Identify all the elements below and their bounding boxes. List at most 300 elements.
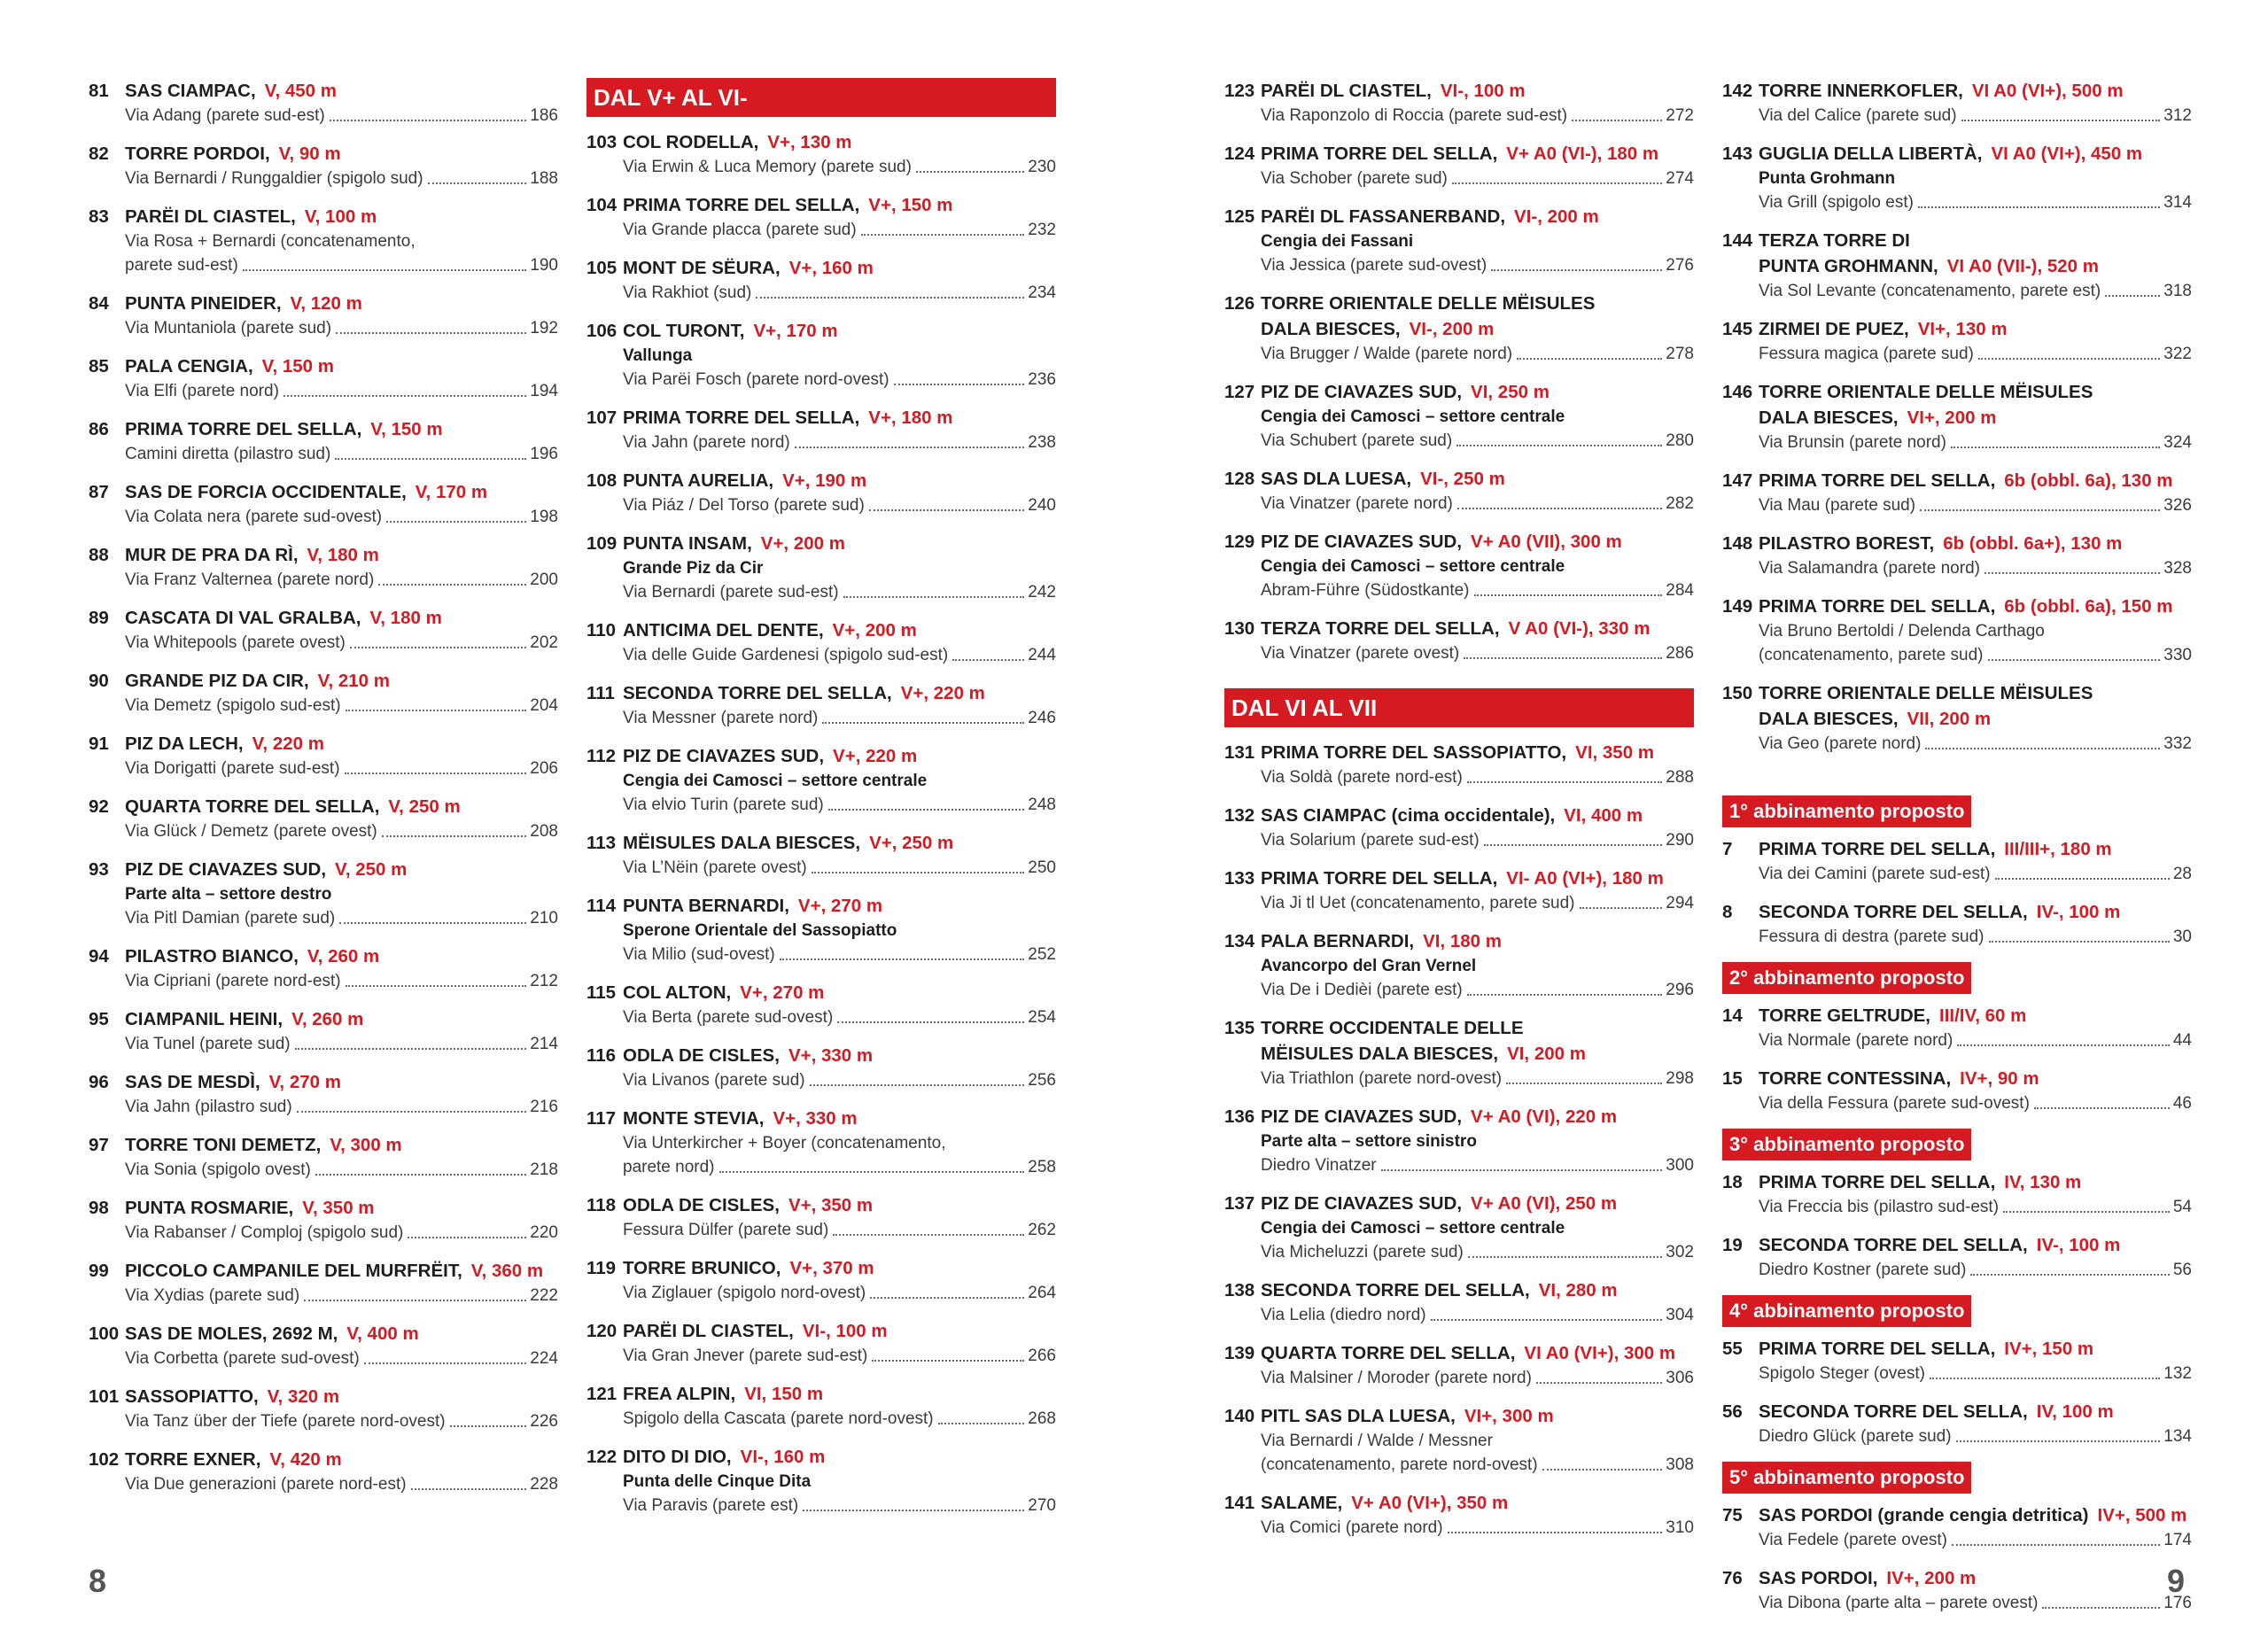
entry-title (1759, 706, 2192, 732)
entry-number: 124 (1224, 144, 1255, 164)
entry-name: PITL SAS DLA LUESA, (1261, 1406, 1456, 1426)
entry-title (125, 1132, 558, 1158)
entry-title (125, 416, 558, 442)
entry-page: 308 (1666, 1455, 1694, 1474)
index-entry (1722, 468, 2192, 517)
entry-page: 192 (530, 319, 558, 338)
entry-name: TORRE GELTRUDE, (1759, 1005, 1930, 1026)
dot-leader (1995, 878, 2170, 880)
entry-grade: V+, 200 m (832, 620, 917, 640)
entry-route-name: Via Schubert (parete sud) (1261, 431, 1453, 450)
entry-grade: VI, 200 m (1507, 1044, 1586, 1064)
dot-leader (952, 659, 1024, 661)
entry-title (125, 1069, 558, 1095)
index-column-2 (586, 78, 1056, 1531)
entry-route-name: Via Colata nera (parete sud-ovest) (125, 508, 383, 526)
index-entry (89, 1321, 558, 1370)
entry-name: PUNTA BERNARDI, (623, 896, 789, 916)
entry-grade: V+, 130 m (767, 132, 852, 152)
combination-entries (1722, 836, 2192, 949)
entry-route (623, 1155, 1056, 1179)
index-entry (89, 1132, 558, 1182)
index-entry (1722, 228, 2192, 303)
entry-route (1759, 1362, 2192, 1386)
entry-title (1759, 1003, 2192, 1028)
entry-number: 96 (89, 1072, 109, 1092)
entry-route (623, 1281, 1056, 1305)
index-entry (1224, 1340, 1694, 1390)
entry-title (1759, 468, 2192, 493)
entry-route (1759, 1258, 2192, 1282)
entry-number: 100 (89, 1323, 120, 1344)
entry-grade: IV+, 90 m (1960, 1068, 2039, 1089)
entry-route-name: Via Messner (parete nord) (623, 709, 819, 727)
entry-grade: V, 450 m (264, 81, 337, 101)
entry-number: 138 (1224, 1280, 1255, 1300)
index-entry (1722, 141, 2192, 214)
entry-page: 282 (1666, 494, 1694, 513)
index-entry (1224, 616, 1694, 665)
section-header-vi-vii: DAL VI AL VII (1224, 688, 1694, 727)
entry-subtitle: Vallunga (623, 346, 693, 365)
entry-name: QUARTA TORRE DEL SELLA, (1261, 1343, 1516, 1363)
entry-route-name: Via del Calice (parete sud) (1759, 106, 1957, 125)
entry-page: 318 (2163, 282, 2192, 300)
entry-page: 296 (1666, 981, 1694, 999)
combination-badge: 4° abbinamento proposto (1722, 1295, 1971, 1327)
entry-title (1759, 1066, 2192, 1091)
entry-page: 228 (530, 1475, 558, 1494)
entry-grade: V+ A0 (VI+), 350 m (1351, 1493, 1509, 1513)
index-entry (586, 129, 1056, 179)
entry-number: 150 (1722, 683, 1753, 703)
entry-number: 139 (1224, 1343, 1255, 1363)
entry-route-name: Via Vinatzer (parete nord) (1261, 494, 1453, 513)
dot-leader (894, 384, 1025, 385)
entry-route-name: Via Bernardi / Runggaldier (spigolo sud) (125, 169, 423, 188)
entry-route (1759, 1528, 2192, 1552)
entry-route (125, 1472, 558, 1496)
index-entry (89, 291, 558, 340)
entry-grade: V, 260 m (307, 946, 380, 966)
entry-page: 220 (530, 1223, 558, 1242)
combination-entries (1722, 1169, 2192, 1282)
dot-leader (1952, 1544, 2160, 1546)
entry-name: COL TURONT, (623, 321, 745, 341)
entry-title (1759, 531, 2192, 556)
entry-route (1261, 342, 1694, 366)
entry-route-name: (concatenamento, parete nord-ovest) (1261, 1455, 1538, 1474)
entry-route-name: Via della Fessura (parete sud-ovest) (1759, 1094, 2030, 1113)
entry-page: 298 (1666, 1069, 1694, 1088)
entry-page: 254 (1028, 1008, 1056, 1027)
entry-number: 147 (1722, 470, 1753, 491)
entry-page: 198 (530, 508, 558, 526)
dot-leader (719, 1171, 1025, 1173)
entry-name: ZIRMEI DE PUEZ, (1759, 319, 1909, 339)
index-entry (89, 204, 558, 277)
dot-leader (408, 1237, 526, 1238)
dot-leader (756, 297, 1024, 299)
dot-leader (1984, 572, 2160, 574)
entry-title (125, 479, 558, 505)
index-entry (1224, 1015, 1694, 1091)
entry-number: 102 (89, 1449, 120, 1470)
entry-page: 306 (1666, 1369, 1694, 1387)
entry-name: PIZ DE CIAVAZES SUD, (1261, 1106, 1463, 1127)
entry-number: 149 (1722, 596, 1753, 617)
entry-route-name: Diedro Glück (parete sud) (1759, 1427, 1952, 1446)
entry-grade: VI- A0 (VI+), 180 m (1506, 868, 1664, 889)
entry-route-name: Via delle Guide Gardenesi (spigolo sud-est) (623, 646, 949, 664)
entry-route (623, 493, 1056, 517)
entry-grade: V, 250 m (335, 859, 408, 880)
entry-name: PIZ DE CIAVAZES SUD, (1261, 382, 1463, 402)
entry-title (1261, 1490, 1694, 1516)
dot-leader (1988, 659, 2161, 661)
index-entry (586, 1255, 1056, 1305)
index-entry (89, 1447, 558, 1496)
entry-number: 111 (586, 683, 615, 703)
entry-route-name: Spigolo della Cascata (parete nord-ovest) (623, 1409, 934, 1428)
index-entry (1722, 1232, 2192, 1282)
dot-leader (1957, 1044, 2170, 1046)
entry-title (125, 353, 558, 379)
entry-page: 246 (1028, 709, 1056, 727)
entry-route (1759, 556, 2192, 580)
entry-number: 131 (1224, 742, 1255, 763)
entry-grade: VI, 400 m (1564, 805, 1643, 826)
entry-route (623, 706, 1056, 730)
entry-grade: V, 180 m (307, 545, 379, 565)
entry-route-name: Spigolo Steger (ovest) (1759, 1364, 1925, 1383)
entry-name: TORRE EXNER, (125, 1449, 261, 1470)
entry-page: 230 (1028, 158, 1056, 176)
entry-route-name: Via De i Dedièi (parete est) (1261, 981, 1463, 999)
entry-name: PILASTRO BIANCO, (125, 946, 299, 966)
dot-leader (243, 269, 527, 271)
entry-route-name: Via Schober (parete sud) (1261, 169, 1448, 188)
dot-leader (1491, 269, 1662, 271)
entry-route (1261, 641, 1694, 665)
entry-name: SAS PORDOI (grande cengia detritica) (1759, 1505, 2089, 1525)
entry-number: 121 (586, 1384, 617, 1404)
entry-name: MUR DE PRA DA RÌ, (125, 545, 299, 565)
entry-grade: V+, 160 m (788, 258, 874, 278)
index-entry (1722, 316, 2192, 366)
entry-name: SECONDA TORRE DEL SELLA, (1759, 1401, 2028, 1422)
entry-route-name: Via Livanos (parete sud) (623, 1071, 805, 1090)
entry-subtitle: Cengia dei Fassani (1261, 232, 1414, 251)
entry-number: 81 (89, 81, 109, 101)
entry-page: 194 (530, 382, 558, 400)
entry-route (1261, 1516, 1694, 1540)
dot-leader (1464, 657, 1662, 659)
entry-name: DITO DI DIO, (623, 1447, 732, 1467)
index-entry (586, 743, 1056, 817)
entry-name: SAS DE MOLES, 2692 M, (125, 1323, 338, 1344)
entry-title (1759, 899, 2192, 925)
entry-name: PALA CENGIA, (125, 356, 253, 376)
index-entry (1224, 379, 1694, 453)
entry-grade: VI, 150 m (744, 1384, 824, 1404)
entry-route-name: Via Cipriani (parete nord-est) (125, 972, 341, 990)
entry-title (1261, 1191, 1694, 1216)
entry-name: PIZ DE CIAVAZES SUD, (1261, 1193, 1463, 1214)
entry-page: 236 (1028, 370, 1056, 389)
entry-number: 104 (586, 195, 617, 215)
entry-route (125, 505, 558, 529)
index-entry (586, 980, 1056, 1029)
index-entry (89, 1384, 558, 1433)
entry-route (125, 1158, 558, 1182)
dot-leader (339, 922, 526, 924)
dot-leader (1536, 1382, 1662, 1384)
dot-leader (861, 234, 1025, 236)
index-entry (586, 1106, 1056, 1179)
entry-name: PUNTA AURELIA, (623, 470, 774, 491)
entry-route (623, 580, 1056, 604)
entry-route (1261, 1240, 1694, 1264)
entry-route-name: Via Soldà (parete nord-est) (1261, 768, 1463, 787)
index-entry (586, 255, 1056, 305)
entry-grade: V+, 350 m (788, 1195, 874, 1215)
index-entry (1224, 1104, 1694, 1177)
entry-grade: V, 210 m (317, 671, 390, 691)
entry-page: 304 (1666, 1306, 1694, 1324)
entry-page: 264 (1028, 1284, 1056, 1302)
entry-page: 268 (1028, 1409, 1056, 1428)
dot-leader (1467, 781, 1663, 783)
entry-title (623, 1192, 1056, 1218)
entry-name: SAS DE FORCIA OCCIDENTALE, (125, 482, 407, 502)
entry-route-line1: Via Unterkircher + Boyer (concatenamento, (623, 1134, 946, 1153)
entry-number: 148 (1722, 533, 1753, 554)
entry-route-name: Fessura magica (parete sud) (1759, 345, 1974, 363)
entry-page: 322 (2163, 345, 2192, 363)
entry-title (1759, 1169, 2192, 1195)
entry-route-name: Via Gran Jnever (parete sud-est) (623, 1347, 868, 1365)
entry-grade: VI+, 300 m (1464, 1406, 1554, 1426)
entry-route-name: Via Malsiner / Moroder (parete nord) (1261, 1369, 1532, 1387)
entry-name: GRANDE PIZ DA CIR, (125, 671, 309, 691)
combination-badge: 3° abbinamento proposto (1722, 1129, 1971, 1160)
entry-title (623, 468, 1056, 493)
entry-subtitle: Parte alta – settore destro (125, 885, 332, 904)
entry-page: 274 (1666, 169, 1694, 188)
dot-leader (1506, 1083, 1662, 1084)
entry-grade: V, 220 m (252, 734, 324, 754)
entry-route (125, 969, 558, 993)
index-entry (1224, 141, 1694, 190)
entry-route-name: Fessura Dülfer (parete sud) (623, 1221, 829, 1239)
entry-subtitle: Cengia dei Camosci – settore centrale (623, 772, 928, 790)
entry-title (1759, 316, 2192, 342)
entry-number: 88 (89, 545, 109, 565)
entry-title (623, 192, 1056, 218)
index-entry (1722, 1066, 2192, 1115)
combination-entries (1722, 1336, 2192, 1448)
entry-name: CASCATA DI VAL GRALBA, (125, 608, 361, 628)
entry-name: PUNTA ROSMARIE, (125, 1198, 294, 1218)
entry-number: 117 (586, 1108, 617, 1129)
dot-leader (1572, 120, 1662, 121)
entry-title (1261, 1104, 1694, 1129)
dot-leader (378, 584, 526, 586)
entry-route-line1: Via Bruno Bertoldi / Delenda Carthago (1759, 622, 2045, 640)
index-entry (586, 531, 1056, 604)
dot-leader (350, 647, 526, 648)
entry-name: PIZ DE CIAVAZES SUD, (1261, 532, 1463, 552)
index-entry (586, 1381, 1056, 1431)
entry-page: 234 (1028, 283, 1056, 302)
entry-route (125, 757, 558, 780)
entry-grade: V+ A0 (VI-), 180 m (1506, 144, 1659, 164)
entry-route (1759, 1091, 2192, 1115)
entry-grade: V+, 330 m (788, 1045, 874, 1066)
entry-route-name: Via Sonia (spigolo ovest) (125, 1160, 311, 1179)
entry-title (1261, 204, 1694, 229)
entry-name: ODLA DE CISLES, (623, 1195, 780, 1215)
entry-name: PRIMA TORRE DEL SELLA, (1759, 1339, 1996, 1359)
entry-route-name: Via Comici (parete nord) (1261, 1518, 1443, 1537)
entry-subtitle: Parte alta – settore sinistro (1261, 1132, 1477, 1151)
entry-title (125, 542, 558, 568)
entry-name: PUNTA INSAM, (623, 533, 752, 554)
entry-grade: V, 260 m (291, 1009, 364, 1029)
entry-page: 134 (2163, 1427, 2192, 1446)
entry-grade: V, 420 m (269, 1449, 342, 1470)
entry-title (623, 743, 1056, 769)
entry-number: 19 (1722, 1235, 1743, 1255)
entry-name: MONT DE SËURA, (623, 258, 781, 278)
entry-page: 210 (530, 909, 558, 928)
entry-title (1759, 1336, 2192, 1362)
combination-badge: 5° abbinamento proposto (1722, 1462, 1971, 1494)
index-entry (1224, 204, 1694, 277)
dot-leader (364, 1362, 527, 1364)
entry-name: TORRE BRUNICO, (623, 1258, 781, 1278)
entry-number: 120 (586, 1321, 617, 1341)
entry-route (125, 316, 558, 340)
entry-grade: V, 150 m (370, 419, 443, 439)
entry-route (1759, 1195, 2192, 1219)
entry-subtitle: Cengia dei Camosci – settore centrale (1261, 557, 1565, 576)
entry-page: 302 (1666, 1243, 1694, 1261)
entry-name: PRIMA TORRE DEL SASSOPIATTO, (1261, 742, 1567, 763)
entry-grade: V, 180 m (369, 608, 442, 628)
index-entry (1224, 1490, 1694, 1540)
entry-route-name: Via Geo (parete nord) (1759, 734, 1922, 753)
index-entry (586, 830, 1056, 880)
entry-page: 212 (530, 972, 558, 990)
entry-route (623, 155, 1056, 179)
index-entry (1224, 529, 1694, 602)
dot-leader (411, 1488, 527, 1490)
entry-route-name: Via Dorigatti (parete sud-est) (125, 759, 340, 778)
entry-title-line2: DALA BIESCES, (1759, 408, 1899, 428)
entry-name: SAS DE MESDÌ, (125, 1072, 260, 1092)
entry-title (1261, 316, 1694, 342)
index-column-1 (89, 78, 558, 1510)
index-entry (1224, 865, 1694, 915)
entry-route-name: Diedro Vinatzer (1261, 1156, 1377, 1175)
dot-leader (810, 1084, 1025, 1086)
dot-leader (382, 835, 527, 837)
entry-number: 143 (1722, 144, 1753, 164)
entry-page: 330 (2163, 646, 2192, 664)
entry-page: 278 (1666, 345, 1694, 363)
index-entry (1224, 78, 1694, 128)
index-entry (586, 192, 1056, 242)
entry-number: 90 (89, 671, 109, 691)
entry-grade: V, 100 m (304, 206, 377, 227)
entry-route-name: Via Due generazioni (parete nord-est) (125, 1475, 407, 1494)
section-header-v-vi: DAL V+ AL VI- (586, 78, 1056, 117)
entry-route (1261, 167, 1694, 190)
combinations-section (1722, 769, 2192, 1615)
entry-name: SALAME, (1261, 1493, 1343, 1513)
entry-title (1759, 594, 2192, 619)
entry-route-name: Via Mau (parete sud) (1759, 496, 1916, 515)
entry-page: 244 (1028, 646, 1056, 664)
entry-route-name: Via Jahn (pilastro sud) (125, 1098, 292, 1116)
entry-grade: VI-, 200 m (1409, 319, 1495, 339)
dot-leader (1989, 941, 2170, 943)
entry-route (1261, 1067, 1694, 1091)
entry-page: 224 (530, 1349, 558, 1368)
entry-route (623, 793, 1056, 817)
dot-leader (1457, 508, 1662, 509)
entry-grade: VI, 350 m (1575, 742, 1655, 763)
dot-leader (1517, 358, 1662, 360)
dot-leader (345, 772, 527, 774)
entry-name: PRIMA TORRE DEL SELLA, (623, 408, 860, 428)
entry-page: 262 (1028, 1221, 1056, 1239)
entry-title (623, 318, 1056, 344)
entry-page: 132 (2163, 1364, 2192, 1383)
entry-page: 196 (530, 445, 558, 463)
entry-route-name: parete sud-est) (125, 256, 238, 275)
entry-route (623, 856, 1056, 880)
index-entry (89, 141, 558, 190)
dot-leader (330, 120, 527, 121)
index-entry (586, 680, 1056, 730)
dot-leader (1580, 907, 1663, 909)
entry-page: 276 (1666, 256, 1694, 275)
entry-route (623, 1068, 1056, 1092)
entry-route (1759, 279, 2192, 303)
entry-title (1261, 1277, 1694, 1303)
entry-title (623, 1106, 1056, 1131)
entry-number: 142 (1722, 81, 1753, 101)
entry-grade: V, 170 m (415, 482, 488, 502)
entry-page: 232 (1028, 221, 1056, 239)
entry-route-name: Fessura di destra (parete sud) (1759, 928, 1984, 946)
entry-route (125, 442, 558, 466)
entry-number: 109 (586, 533, 617, 554)
entry-route-name: Via Tunel (parete sud) (125, 1035, 291, 1053)
entry-page: 238 (1028, 433, 1056, 452)
entry-title (1759, 141, 2192, 167)
entry-number: 136 (1224, 1106, 1255, 1127)
entry-number: 132 (1224, 805, 1255, 826)
index-entry (89, 416, 558, 466)
index-entry (1224, 928, 1694, 1002)
entry-title-line1: TORRE ORIENTALE DELLE MËISULES (1759, 683, 2093, 703)
entry-route-name: Via Parëi Fosch (parete nord-ovest) (623, 370, 889, 389)
entry-route (1759, 643, 2192, 667)
